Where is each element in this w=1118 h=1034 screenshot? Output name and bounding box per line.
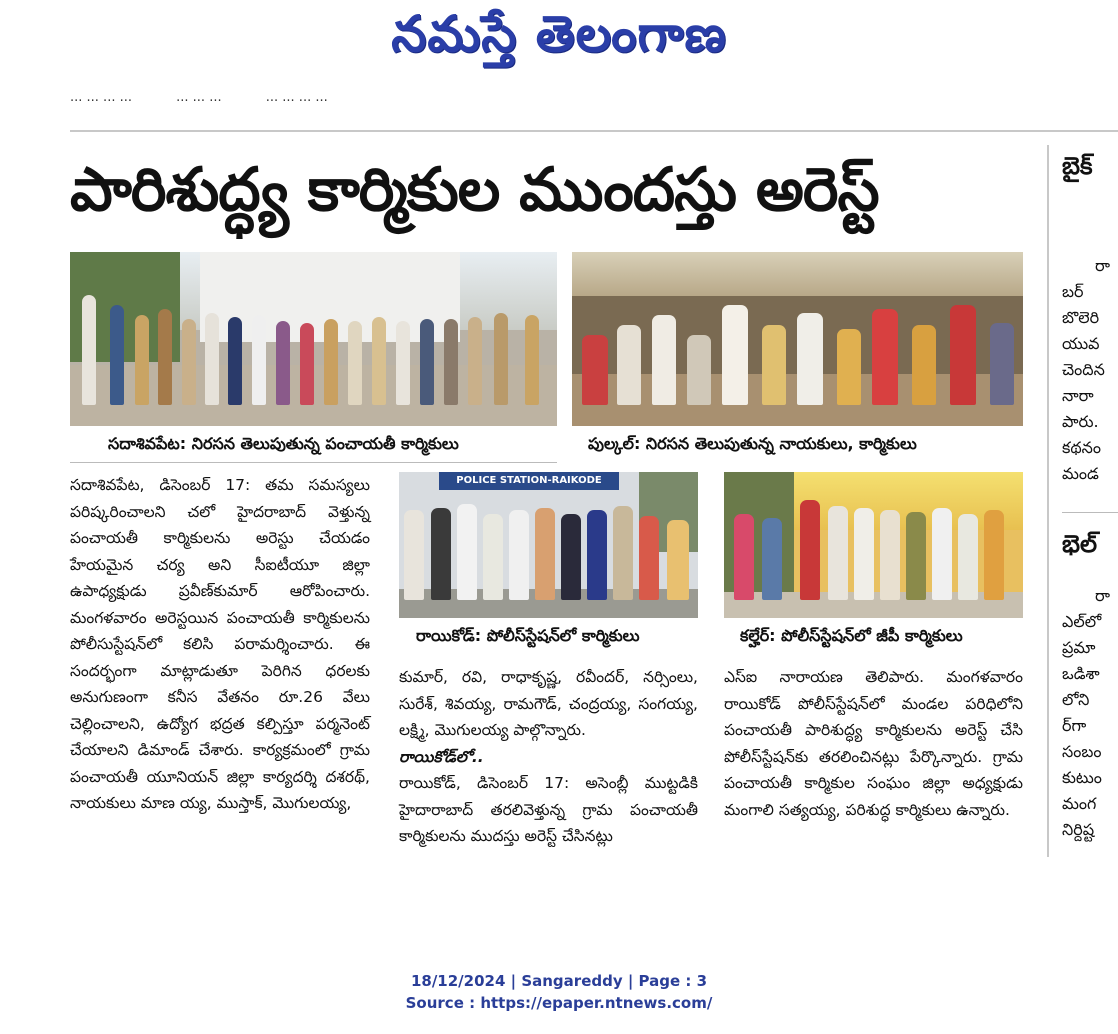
sidebar-line: ప్రమా — [1062, 638, 1096, 657]
caption-photo-2: పుల్కల్: నిరసన తెలుపుతున్న నాయకులు, కార్మికులు — [588, 434, 917, 453]
photo-kalher — [724, 472, 1023, 618]
sidebar-line: ఎల్‌లో — [1062, 612, 1102, 631]
sidebar-line: చెందిన — [1062, 360, 1105, 379]
strip-text-3: ... ... ... ... — [265, 90, 328, 105]
footer-source-link[interactable]: Source : https://epaper.ntnews.com/ — [405, 994, 713, 1012]
photo-raikode — [399, 472, 698, 618]
caption-photo-3: రాయికోడ్: పోలీస్‌స్టేషన్‌లో కార్మికులు — [416, 626, 640, 645]
police-station-sign: POLICE STATION-RAIKODE — [439, 472, 619, 490]
photo-sadashivpet — [70, 252, 557, 426]
column-divider — [1047, 145, 1049, 857]
sidebar-line: యువ — [1062, 334, 1100, 353]
article-paragraph-1: సదాశివపేట, డిసెంబర్ 17: తమ సమస్యలు పరిష్కరించాలని చలో హైదరాబాద్ వెళ్తున్న పంచాయతీ కార్మికులను అరెస్టు చేయడం హేయమైన చర్య అని సీఐటీయూ జిల్లా ఉపాధ్యక్షుడు ప్రవీణ్‌కుమార్ ఆరోపించారు. మంగళవారం అరెస్టయిన పంచాయతీ కార్మికులను పోలీసుస్టేషన్‌లో కలిసి పరామర్శించారు. ఈ సందర్భంగా మాట్లాడుతూ పెరిగిన ధరలకు అనుగుణంగా కనీస వేతనం రూ.26 వేలు చెల్లించాలని, ఉద్యోగ భద్రత కల్పిస్తూ పర్మనెంట్ చేయాలని డిమాండ్ చేశారు. కార్యక్రమంలో గ్రామ పంచాయతీ యూనియన్ జిల్లా కార్యదర్శి దశరథ్, నాయకులు మాణ య్య, ముస్తాక్, మొగులయ్య, — [70, 476, 370, 812]
top-strip — [70, 90, 1118, 120]
article-column-3 — [724, 664, 1023, 823]
caption-photo-1: సదాశివపేట: నిరసన తెలుపుతున్న పంచాయతీ కార్మికులు — [108, 434, 459, 453]
sidebar-line: సంబం — [1062, 742, 1102, 761]
masthead-logo: నమస్తే తెలంగాణ — [391, 4, 727, 63]
article-paragraph-3: ఎస్ఐ నారాయణ తెలిపారు. మంగళవారం రాయికోడ్ పోలీస్‌స్టేషన్‌లో మండల పరిధిలోని పంచాయతీ పారిశుద్ధ్య కార్మికులను అరెస్ట్ చేసి పోలీస్‌స్టేషన్‌కు తరలించినట్లు పేర్కొన్నారు. గ్రామ పంచాయతీ కార్మికుల సంఘం జిల్లా అధ్యక్షుడు మంగాలి సత్యయ్య, పరిశుద్ధ కార్మికులు ఉన్నారు. — [724, 668, 1023, 819]
article-column-1 — [70, 472, 370, 817]
strip-text-1: ... ... ... ... — [70, 90, 132, 105]
sidebar-line: కుటుం — [1062, 768, 1102, 787]
headline: పారిశుద్ధ్య కార్మికుల ముందస్తు అరెస్ట్ — [70, 155, 879, 225]
sidebar-line: నిర్దిష్ట — [1062, 820, 1095, 839]
sidebar-line: బర్ — [1062, 282, 1084, 301]
strip-text-2: ... ... ... — [176, 90, 222, 105]
sidebar-line: మండ — [1062, 464, 1099, 483]
sidebar-line: నారా — [1062, 386, 1094, 405]
sidebar-line: లోని — [1062, 690, 1090, 709]
sidebar-line: రా — [1095, 256, 1110, 275]
sidebar-line: ర్‌గా — [1062, 716, 1087, 735]
sidebar-heading-2: భెల్ — [1062, 530, 1098, 558]
article-paragraph-2a: కుమార్, రవి, రాధాకృష్ణ, రవీందర్, నర్సింలు, సురేశ్, శివయ్య, రామగౌడ్, చంద్రయ్య, సంగయ్య, లక్ష్మి, మొగులయ్య పాల్గొన్నారు. — [399, 668, 698, 739]
article-column-2 — [399, 664, 698, 850]
photo-pulkal — [572, 252, 1023, 426]
sidebar-line: రా — [1095, 586, 1110, 605]
article-paragraph-2b: రాయికోడ్, డిసెంబర్ 17: అసెంబ్లీ ముట్టడికి హైదారాబాద్ తరలివెళ్తున్న గ్రామ పంచాయతీ కార్మికులను ముదస్తు అరెస్ట్ చేసినట్లు — [399, 774, 698, 845]
sidebar-divider — [1062, 512, 1118, 513]
sidebar-line: మంగ — [1062, 794, 1097, 813]
top-rule — [70, 130, 1118, 132]
sidebar-line: కథనం — [1062, 438, 1101, 457]
footer-date-page: 18/12/2024 | Sangareddy | Page : 3 — [410, 972, 708, 990]
sidebar-line: బొలెరి — [1062, 308, 1100, 327]
article-subheading-raikode: రాయికోడ్‌లో.. — [399, 747, 484, 766]
caption-photo-4: కల్హేర్: పోలీస్‌స్టేషన్‌లో జీపీ కార్మికులు — [740, 626, 963, 645]
sidebar-line: పారు. — [1062, 412, 1099, 431]
sidebar-heading-1: బైక్ — [1062, 152, 1093, 180]
caption-underline-1 — [70, 462, 557, 463]
sidebar-line: ఒడిశా — [1062, 664, 1100, 683]
